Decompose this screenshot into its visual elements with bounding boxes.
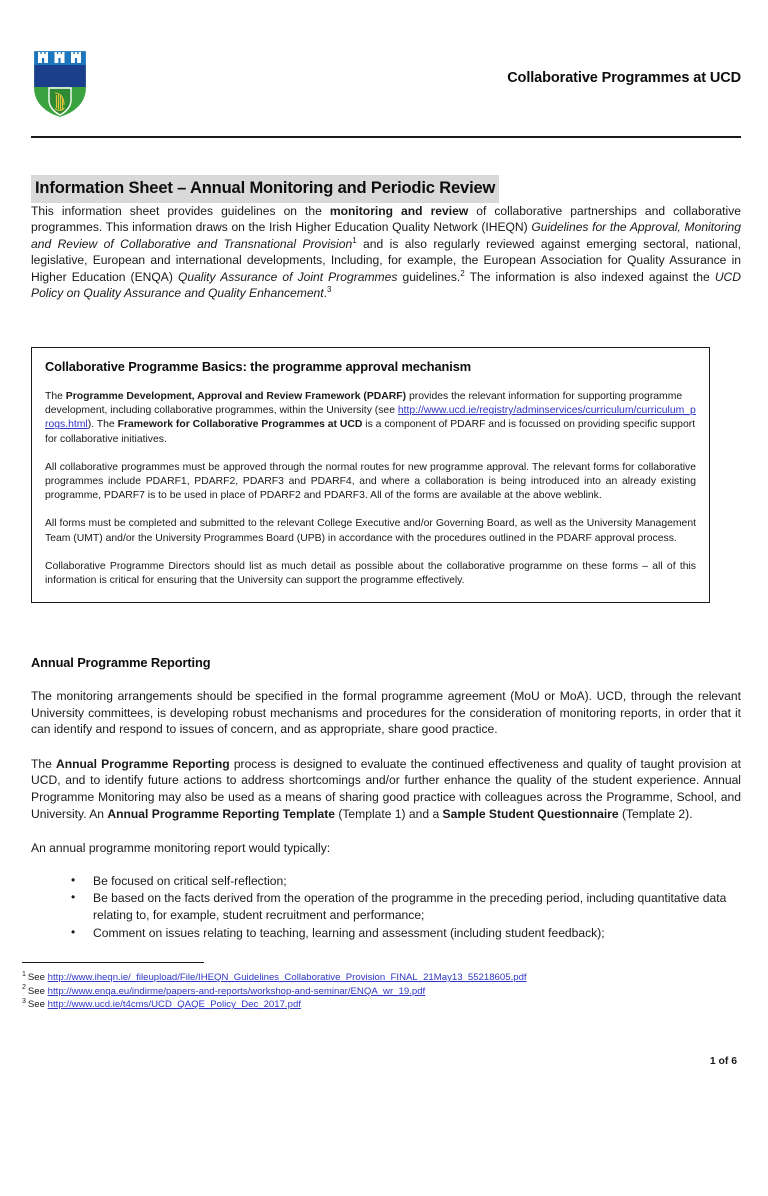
footnote-3-link[interactable]: http://www.ucd.ie/t4cms/UCD_QAQE_Policy_Dec_2017.pdf — [47, 999, 301, 1011]
footnote-ref-2[interactable]: 2 — [460, 268, 465, 278]
apr-p2-text-a: The — [31, 756, 57, 771]
intro-text-6: . — [323, 286, 328, 301]
basics-box-paragraph-1 — [45, 390, 696, 447]
basics-p1-bold-2: Framework for Collaborative Programmes at UCD — [117, 419, 363, 431]
document-content — [31, 175, 741, 302]
intro-text-2: of collaborative partnerships and collaborative programmes. This information draws on the Irish Higher Education Quality Network (IHEQN) — [31, 203, 741, 235]
apr-p2-text-d: (Template 2). — [618, 806, 693, 821]
apr-p2-text-c: (Template 1) and a — [334, 806, 443, 821]
apr-p2-bold-1: Annual Programme Reporting — [56, 756, 230, 771]
apr-bullet-list — [31, 873, 741, 941]
footnote-ref-3[interactable]: 3 — [327, 285, 332, 295]
footnote-3-marker: 3 — [22, 998, 26, 1005]
apr-p2-text-b: process is designed to evaluate the continued effectiveness and quality of taught provision at UCD, and to identify future actions to address shortcomings and/or further enhance the quality of the student experience. Annual Programme Monitoring may also be used as a means of sharing good practice with colleagues across the Programme, School, and University. An — [31, 756, 741, 821]
document-header — [31, 46, 741, 126]
footnote-1-link[interactable]: http://www.iheqn.ie/_fileupload/File/IHEQN_Guidelines_Collaborative_Provision_FINAL_21May13_55218605.pdf — [47, 972, 527, 983]
basics-box-paragraph-4: Collaborative Programme Directors should list as much detail as possible about the collaborative programme on these forms – all of this information is critical for ensuring that the University can support the programme effectively. — [45, 560, 696, 587]
intro-text-3: and is also regularly reviewed against emerging sectoral, national, legislative, European and international developments, Including, for example, the European Association for Quality Assurance in Higher Education (ENQA) — [31, 236, 741, 284]
intro-italic-2: Quality Assurance of Joint Programmes — [177, 269, 398, 284]
footnotes-block — [22, 962, 722, 1012]
apr-heading: Annual Programme Reporting — [31, 655, 211, 670]
footnote-3-prefix: See — [27, 999, 48, 1011]
footnote-2-link[interactable]: http://www.enqa.eu/indirme/papers-and-reports/workshop-and-seminar/ENQA_wr_19.pdf — [47, 985, 426, 997]
footnote-1-prefix: See — [27, 972, 48, 983]
footnote-3 — [22, 998, 722, 1012]
basics-box-heading: Collaborative Programme Basics: the programme approval mechanism — [45, 359, 471, 374]
footnote-1-marker: 1 — [22, 970, 26, 978]
footnote-ref-1[interactable]: 1 — [352, 235, 357, 245]
page-number: 1 of 6 — [709, 1056, 737, 1067]
header-divider — [31, 136, 741, 138]
list-item: • Comment on issues relating to teaching, learning and assessment (including student feedback); — [71, 925, 741, 942]
list-item: • Be based on the facts derived from the operation of the programme in the preceding period, including quantitative data relating to, for example, student recruitment and performance; — [71, 890, 741, 923]
footnote-1 — [22, 971, 722, 985]
page-title-highlight: Information Sheet – Annual Monitoring and Periodic Review — [31, 175, 499, 203]
intro-text-5: The information is also indexed against the — [464, 269, 715, 284]
list-item: • Be focused on critical self-reflection; — [71, 873, 741, 890]
basics-box-paragraph-2: All collaborative programmes must be approved through the normal routes for new programme approval. The relevant forms for collaborative programmes include PDARF1, PDARF2, PDARF3 and PDARF4, and where a collaboration is being introduced into an already existing programme, PDARF7 is to be used in place of PDARF2 and PDARF3. All of the forms are available at the above weblink. — [45, 461, 696, 502]
basics-p1-text-b: provides the relevant information for supporting programme development, including collaborative programmes, within the University (see — [45, 391, 683, 417]
footnote-separator — [22, 962, 204, 963]
apr-p2-bold-2: Annual Programme Reporting Template — [107, 806, 335, 821]
intro-text-1: This information sheet provides guidelines on the — [31, 203, 330, 218]
header-title: Collaborative Programmes at UCD — [507, 70, 741, 86]
footnote-2-prefix: See — [27, 985, 48, 997]
apr-paragraph-2 — [31, 756, 741, 822]
apr-p2-bold-3: Sample Student Questionnaire — [442, 806, 619, 821]
footnote-2-marker: 2 — [22, 984, 26, 992]
intro-italic-3: UCD Policy on Quality Assurance and Quality Enhancement — [31, 269, 742, 301]
collaborative-programme-basics-box — [31, 347, 710, 603]
ucd-crest-logo — [31, 48, 89, 120]
basics-p1-text-d: is a component of PDARF and is focussed on providing specific support for collaborative initiatives. — [45, 419, 696, 445]
basics-p1-text-c: ). The — [87, 419, 118, 431]
intro-bold-1: monitoring and review — [329, 203, 469, 218]
basics-p1-bold-1: Programme Development, Approval and Review Framework (PDARF) — [65, 391, 407, 402]
intro-text-4: guidelines. — [397, 269, 461, 284]
apr-paragraph-3: An annual programme monitoring report would typically: — [31, 841, 331, 856]
pdarf-curriculum-link[interactable]: http://www.ucd.ie/registry/adminservices/curriculum/curriculum_progs.html — [45, 405, 696, 431]
annual-programme-reporting-section — [31, 655, 741, 942]
intro-italic-1: Guidelines for the Approval, Monitoring and Review of Collaborative and Transnational Provision — [31, 220, 741, 251]
page-title — [31, 175, 741, 203]
basics-box-paragraph-3: All forms must be completed and submitted to the relevant College Executive and/or Governing Board, as well as the University Management Team (UMT) and/or the University Programmes Board (UPB) in accordance with the procedures outlined in the PDARF approval process. — [45, 518, 696, 544]
apr-paragraph-1: The monitoring arrangements should be specified in the formal programme agreement (MoU or MoA). UCD, through the relevant University committees, is developing robust mechanisms and procedures for the consideration of monitoring reports, in order that it can identify and respond to issues of concern, and as appropriate, share good practice. — [31, 689, 741, 737]
basics-p1-text-a: The — [45, 391, 66, 402]
footnote-2 — [22, 985, 722, 999]
intro-paragraph — [31, 203, 741, 303]
